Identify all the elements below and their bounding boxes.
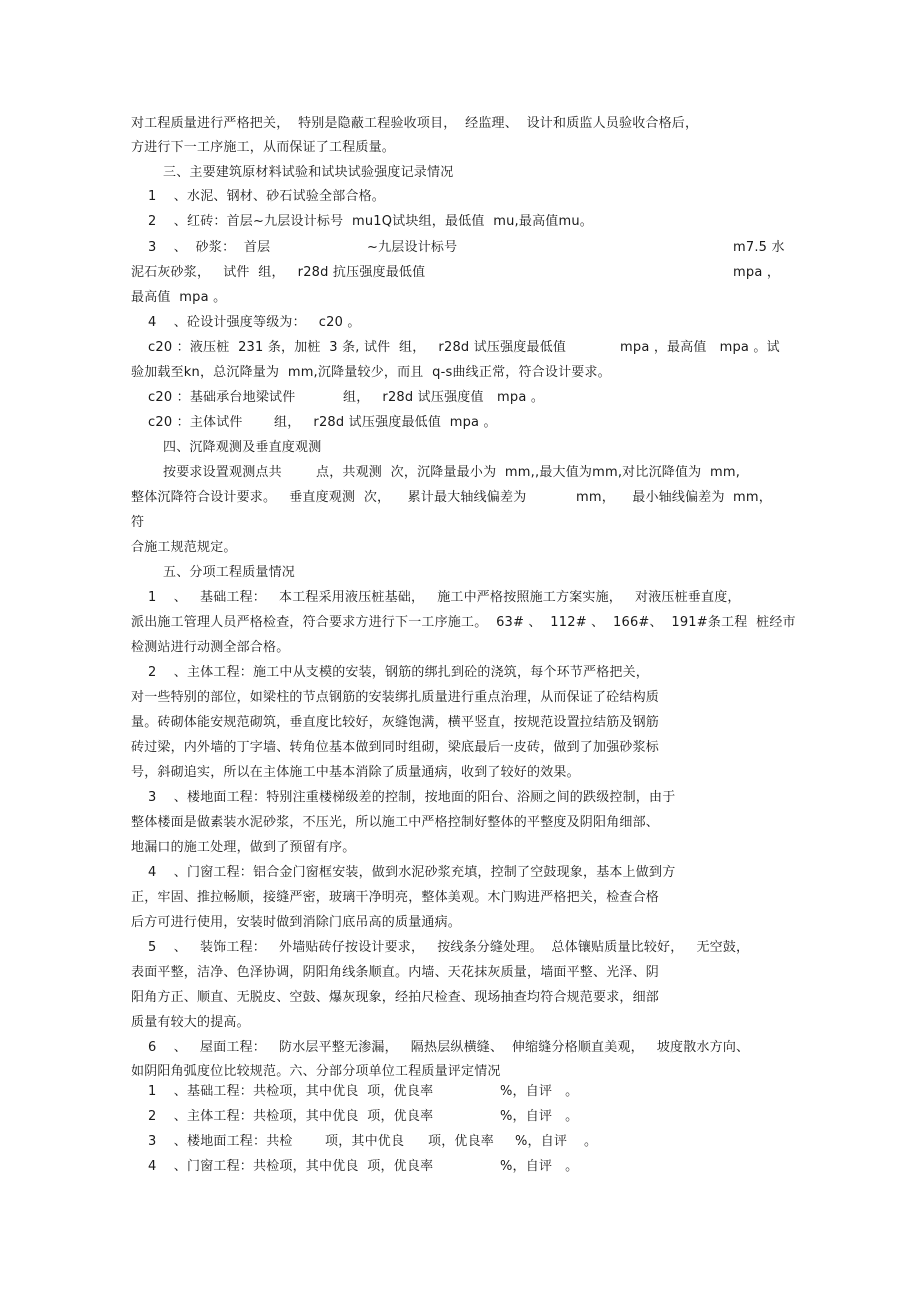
text-line: 正，牢固、推拉畅顺，接缝严密，玻璃干净明亮，整体美观。木门购进严格把关，检查合格 bbox=[131, 890, 660, 905]
text-line: ~九层设计标号 bbox=[367, 240, 458, 255]
text-line: 合施工规范规定。 bbox=[131, 540, 237, 555]
text-line: 检测站进行动测全部合格。 bbox=[131, 640, 290, 655]
text-line: 5 、 装饰工程： 外墙贴砖仔按设计要求， 按线条分缝处理。 总体镶贴质量比较好， 无空鼓， bbox=[148, 940, 750, 955]
text-line: 2 、主体工程：施工中从支模的安装，钢筋的绑扎到砼的浇筑，每个环节严格把关， bbox=[148, 665, 650, 680]
text-line: mpa 。 bbox=[497, 390, 545, 405]
text-line: 组， r28d 试压强度最低值 mpa 。 bbox=[274, 415, 497, 430]
text-line: 号，斜砌追实，所以在主体施工中基本消除了质量通病，收到了较好的效果。 bbox=[131, 765, 580, 780]
text-line: 3 、楼地面工程：特别注重楼梯级差的控制，按地面的阳台、浴厕之间的跌级控制，由于 bbox=[148, 790, 676, 805]
text-line: 整体楼面是做素装水泥砂浆，不压光，所以施工中严格控制好整体的平整度及阴阳角细部、 bbox=[131, 815, 660, 830]
text-line: 3 、楼地面工程：共检 bbox=[148, 1134, 293, 1149]
text-line: 派出施工管理人员严格检查，符合要求方进行下一工序施工。 63# 、 112# 、 166#、 191#条工程 桩经市 bbox=[131, 615, 796, 630]
text-line: %，自评 bbox=[515, 1134, 568, 1149]
section-heading: 五、分项工程质量情况 bbox=[163, 565, 296, 580]
text-line: 对工程质量进行严格把关， 特别是隐蔽工程验收项目， 经监理、 设计和质监人员验收合格后， bbox=[131, 116, 699, 131]
text-line: mpa ，最高值 mpa 。试 bbox=[620, 340, 780, 355]
text-line: m7.5 水 bbox=[733, 240, 785, 255]
text-line: 1 、基础工程：共检项，其中优良 项，优良率 bbox=[148, 1084, 434, 1099]
text-line: 按要求设置观测点共 bbox=[163, 465, 282, 480]
text-line: 符 bbox=[131, 515, 145, 530]
text-line: 4 、门窗工程：铝合金门窗框安装，做到水泥砂浆充填，控制了空鼓现象，基本上做到方 bbox=[148, 865, 676, 880]
text-line: %，自评 。 bbox=[500, 1084, 579, 1099]
text-line: c20 ：基础承台地梁试件 bbox=[148, 390, 296, 405]
text-line: 阳角方正、顺直、无脱皮、空鼓、爆灰现象，经拍尺检查、现场抽查均符合规范要求，细部 bbox=[131, 990, 660, 1005]
text-line: %，自评 。 bbox=[500, 1159, 579, 1174]
text-line: 整体沉降符合设计要求。 垂直度观测 次， 累计最大轴线偏差为 bbox=[131, 490, 527, 505]
text-line: 点，共观测 次，沉降量最小为 mm,,最大值为mm,对比沉降值为 mm, bbox=[316, 465, 741, 480]
text-line: 最高值 mpa 。 bbox=[131, 290, 227, 305]
section-heading: 三、主要建筑原材料试验和试块试验强度记录情况 bbox=[163, 165, 454, 180]
text-line: 1 、 基础工程： 本工程采用液压桩基础， 施工中严格按照施工方案实施， 对液压桩垂直度， bbox=[148, 590, 741, 605]
text-line: 6 、 屋面工程： 防水层平整无渗漏， 隔热层纵横缝、 伸缩缝分格顺直美观， 坡度散水方向、 bbox=[148, 1040, 750, 1055]
text-line: 4 、门窗工程：共检项，其中优良 项，优良率 bbox=[148, 1159, 434, 1174]
text-line: 2 、红砖：首层~九层设计标号 mu1Q试块组，最低值 mu,最高值mu。 bbox=[148, 214, 593, 229]
text-line: 后方可进行使用，安装时做到消除门底吊高的质量通病。 bbox=[131, 915, 462, 930]
text-line: 组， r28d 试压强度值 bbox=[343, 390, 484, 405]
text-line: 对一些特别的部位，如梁柱的节点钢筋的安装绑扎质量进行重点治理，从而保证了砼结构质 bbox=[131, 690, 660, 705]
text-line: mpa ， bbox=[733, 265, 781, 280]
text-line: 如阴阳角弧度位比较规范。六、分部分项单位工程质量评定情况 bbox=[131, 1064, 501, 1079]
text-line: 3 、 砂浆： 首层 bbox=[148, 240, 271, 255]
section-heading: 四、沉降观测及垂直度观测 bbox=[163, 440, 322, 455]
text-line: mm， bbox=[733, 490, 772, 505]
text-line: 质量有较大的提高。 bbox=[131, 1015, 250, 1030]
text-line: 泥石灰砂浆， 试件 组， r28d 抗压强度最低值 bbox=[131, 265, 426, 280]
text-line: c20 ：液压桩 231 条，加桩 3 条, 试件 组， r28d 试压强度最低值 bbox=[148, 340, 567, 355]
text-line: 。 bbox=[584, 1134, 598, 1149]
text-line: 量。砖砌体能安规范砌筑，垂直度比较好，灰缝饱满，横平竖直，按规范设置拉结筋及钢筋 bbox=[131, 715, 660, 730]
text-line: 验加载至kn，总沉降量为 mm,沉降量较少，而且 q-s曲线正常，符合设计要求。 bbox=[131, 365, 611, 380]
text-line: 1 、水泥、钢材、砂石试验全部合格。 bbox=[148, 189, 386, 204]
text-line: mm， 最小轴线偏差为 bbox=[576, 490, 725, 505]
text-line: 方进行下一工序施工，从而保证了工程质量。 bbox=[131, 140, 396, 155]
text-line: 项，优良率 bbox=[428, 1134, 495, 1149]
text-line: 砖过梁，内外墙的丁字墙、转角位基本做到同时组砌，梁底最后一皮砖，做到了加强砂浆标 bbox=[131, 740, 660, 755]
text-line: %，自评 。 bbox=[500, 1109, 579, 1124]
text-line: c20 ：主体试件 bbox=[148, 415, 243, 430]
text-line: 项，其中优良 bbox=[325, 1134, 405, 1149]
text-line: 地漏口的施工处理，做到了预留有序。 bbox=[131, 840, 356, 855]
text-line: 2 、主体工程：共检项，其中优良 项，优良率 bbox=[148, 1109, 434, 1124]
text-line: 4 、砼设计强度等级为： c20 。 bbox=[148, 315, 361, 330]
text-line: 表面平整，洁净、色泽协调，阴阳角线条顺直。内墙、天花抹灰质量，墙面平整、光泽、阴 bbox=[131, 965, 660, 980]
